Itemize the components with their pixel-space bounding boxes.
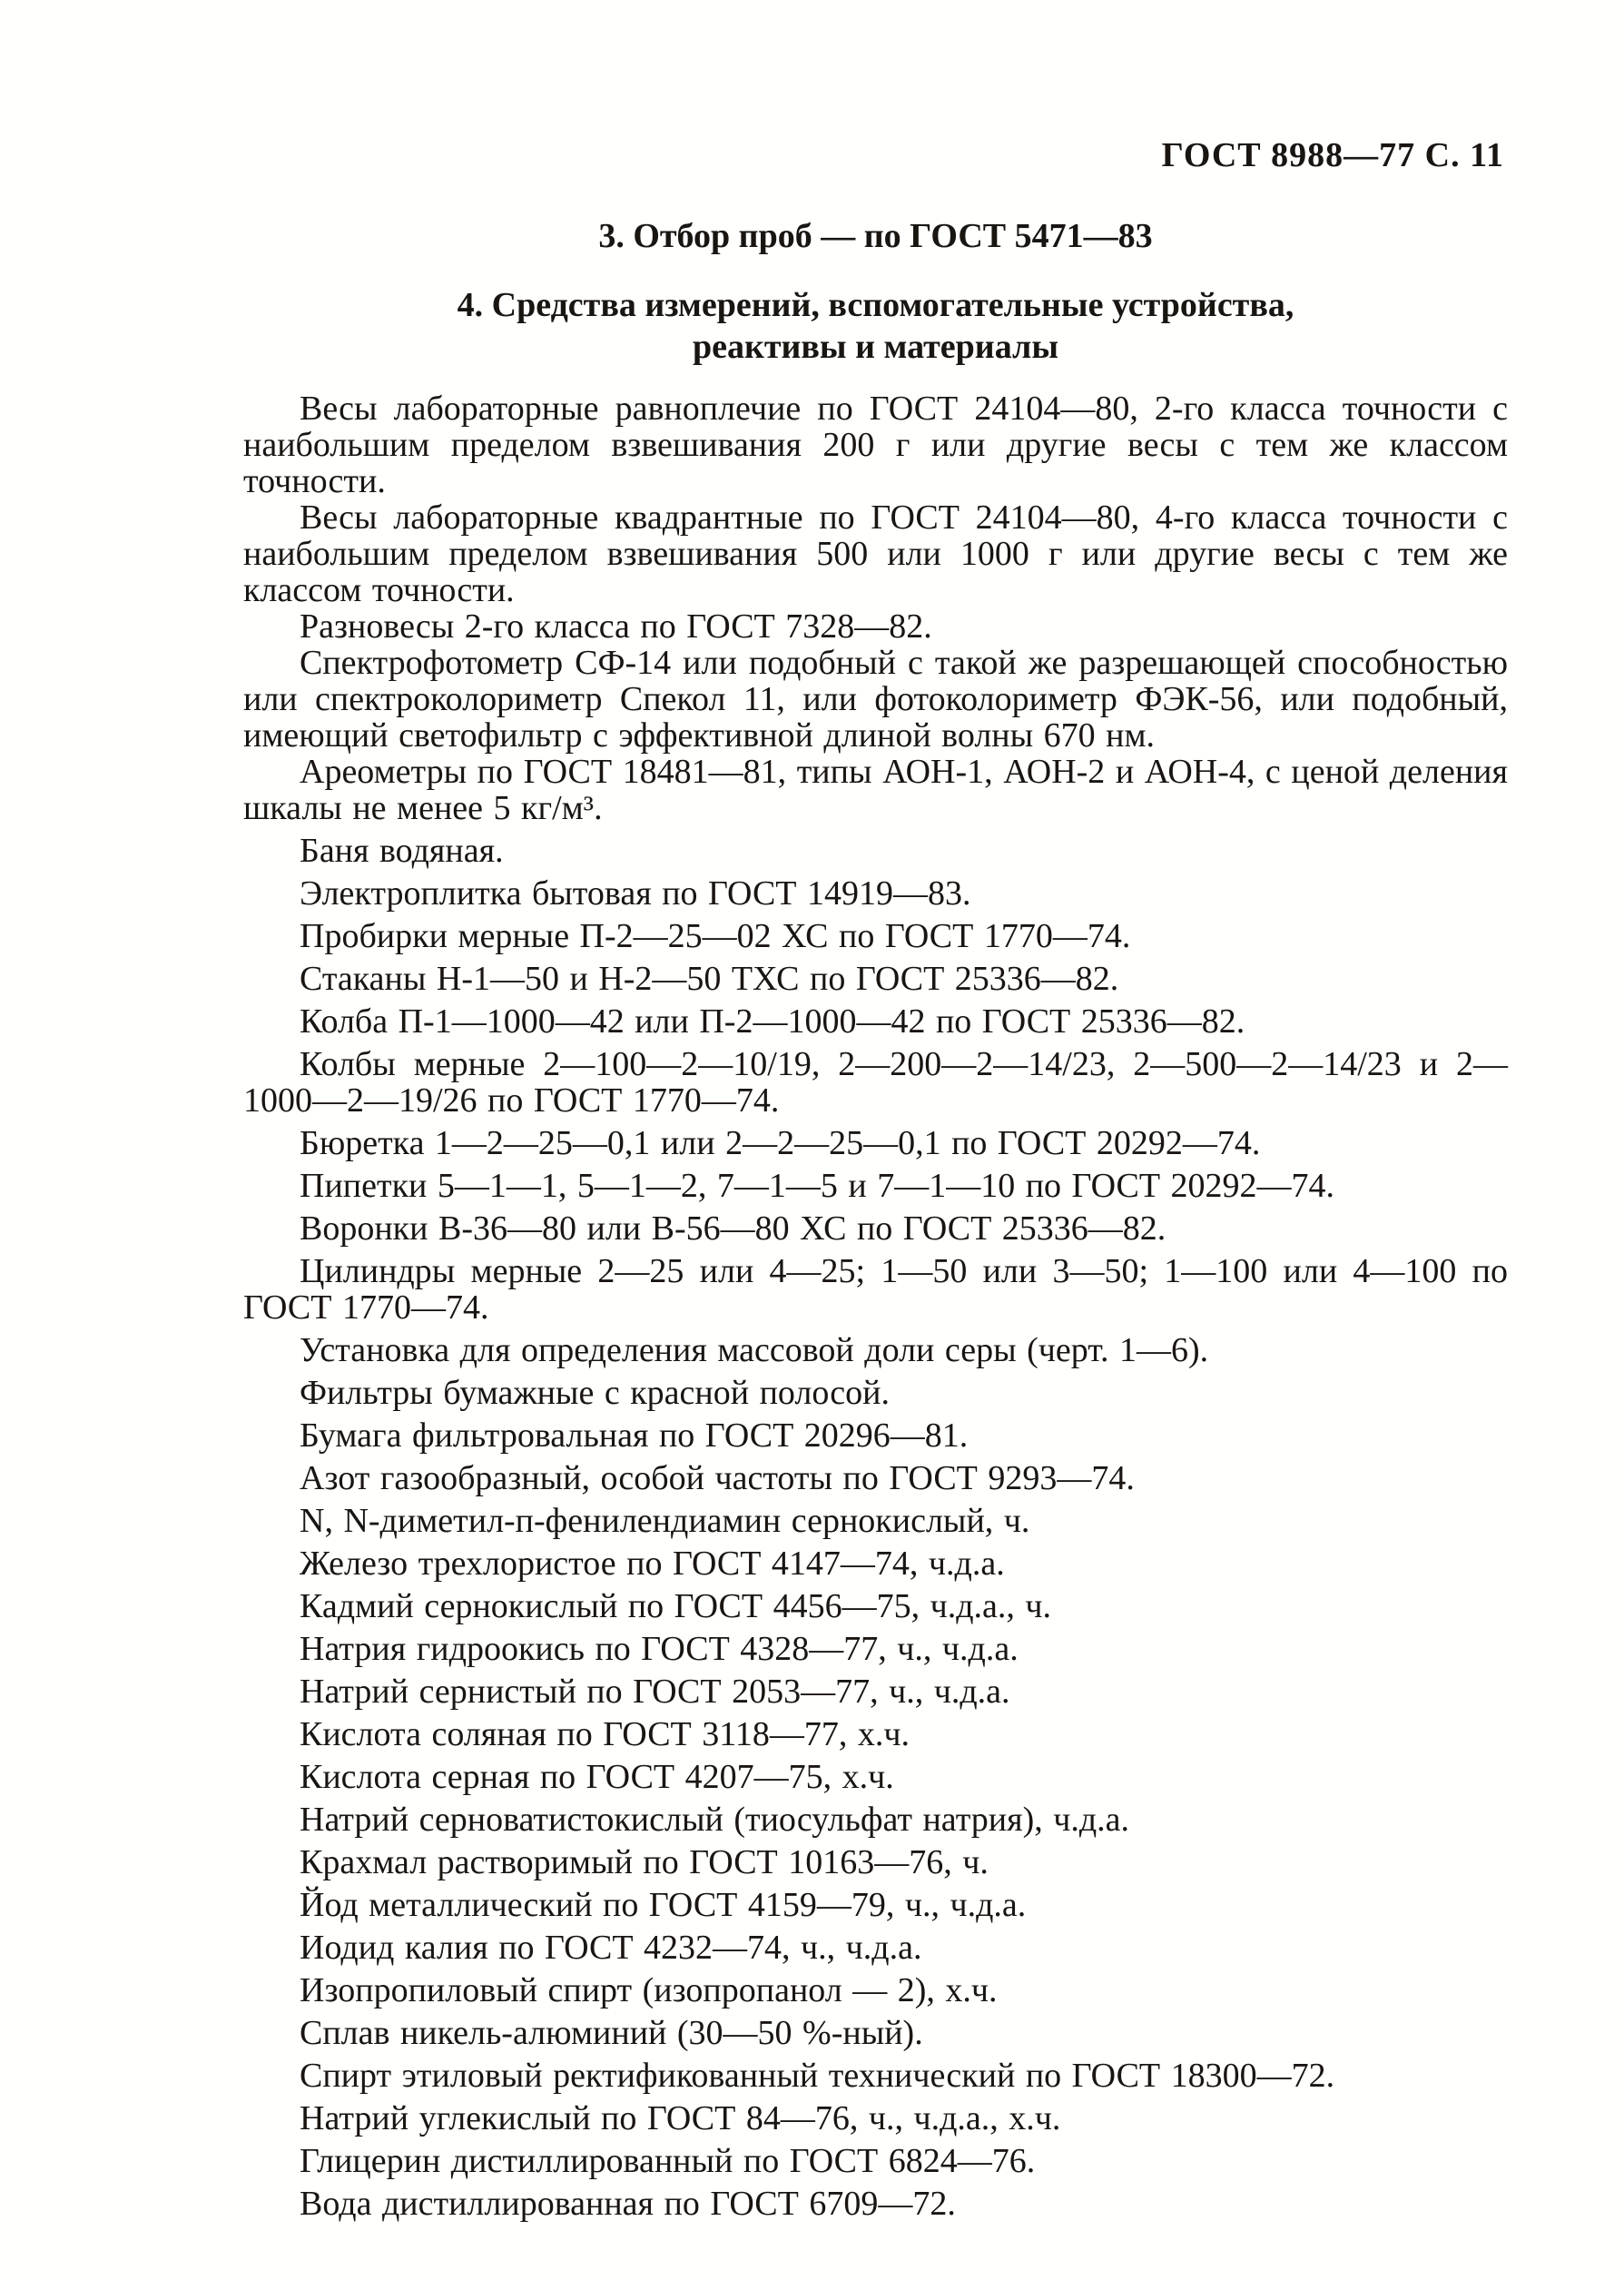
paragraph-filter-paper: Бумага фильтровальная по ГОСТ 20296—81. [300, 1416, 969, 1455]
section-4-title-line2: реактивы и материалы [692, 328, 1059, 366]
paragraph-spectrophotometer: Спектрофотометр СФ-14 или подобный с такой же разрешающей способностью или спектроколориметр Спекол 11, или фотоколориметр ФЭК-56, или подобный, имеющий светофильтр с эффективной длиной волны 670 нм. [243, 644, 1508, 755]
paragraph-potassium-iodide: Иодид калия по ГОСТ 4232—74, ч., ч.д.а. [300, 1929, 922, 1967]
paragraph-beakers: Стаканы Н-1—50 и Н-2—50 ТХС по ГОСТ 25336—82. [300, 960, 1119, 998]
paragraph-sodium-carbonate: Натрий углекислый по ГОСТ 84—76, ч., ч.д.а., х.ч. [300, 2099, 1061, 2137]
paragraph-flask: Колба П-1—1000—42 или П-2—1000—42 по ГОСТ 25336—82. [300, 1002, 1245, 1041]
paragraph-funnels: Воронки В-36—80 или В-56—80 ХС по ГОСТ 25336—82. [300, 1209, 1166, 1248]
doc-code: ГОСТ 8988—77 С. 11 [1161, 136, 1504, 174]
paragraph-filters: Фильтры бумажные с красной полосой. [300, 1374, 891, 1412]
paragraph-sodium-sulfide: Натрий сернистый по ГОСТ 2053—77, ч., ч.д.а. [300, 1673, 1010, 1711]
paragraph-iodine: Йод металлический по ГОСТ 4159—79, ч., ч.д.а. [300, 1886, 1027, 1924]
paragraph-cadmium-sulfate: Кадмий сернокислый по ГОСТ 4456—75, ч.д.а., ч. [300, 1587, 1052, 1625]
paragraph-hotplate: Электроплитка бытовая по ГОСТ 14919—83. [300, 874, 971, 913]
paragraph-nickel-aluminium-alloy: Сплав никель-алюминий (30—50 %-ный). [300, 2014, 923, 2052]
paragraph-ferric-chloride: Железо трехлористое по ГОСТ 4147—74, ч.д.а. [300, 1545, 1005, 1583]
paragraph-scales-quadrant: Весы лабораторные квадрантные по ГОСТ 24104—80, 4-го класса точности с наибольшим пределом взвешивания 500 или 1000 г или другие весы с тем же классом точности. [243, 498, 1508, 609]
paragraph-cylinders: Цилиндры мерные 2—25 или 4—25; 1—50 или 3—50; 1—100 или 4—100 по ГОСТ 1770—74. [243, 1252, 1508, 1327]
paragraph-sodium-hydroxide: Натрия гидроокись по ГОСТ 4328—77, ч., ч.д.а. [300, 1630, 1019, 1668]
paragraph-sodium-thiosulfate: Натрий серноватистокислый (тиосульфат натрия), ч.д.а. [300, 1801, 1130, 1839]
section-4-title-line1: 4. Средства измерений, вспомогательные устройства, [457, 286, 1294, 324]
paragraph-sulfuric-acid: Кислота серная по ГОСТ 4207—75, х.ч. [300, 1758, 894, 1796]
section-3-title: 3. Отбор проб — по ГОСТ 5471—83 [598, 217, 1153, 255]
paragraph-burette: Бюретка 1—2—25—0,1 или 2—2—25—0,1 по ГОСТ 20292—74. [300, 1124, 1261, 1162]
paragraph-dimethyl-phenylenediamine: N, N-диметил-п-фенилендиамин сернокислый, ч. [300, 1502, 1030, 1540]
paragraph-starch: Крахмал растворимый по ГОСТ 10163—76, ч. [300, 1843, 989, 1881]
paragraph-glycerin: Глицерин дистиллированный по ГОСТ 6824—76. [300, 2142, 1036, 2180]
paragraph-pipettes: Пипетки 5—1—1, 5—1—2, 7—1—5 и 7—1—10 по ГОСТ 20292—74. [300, 1167, 1335, 1205]
paragraph-nitrogen: Азот газообразный, особой частоты по ГОСТ 9293—74. [300, 1459, 1135, 1497]
paragraph-water-bath: Баня водяная. [300, 832, 504, 870]
paragraph-distilled-water: Вода дистиллированная по ГОСТ 6709—72. [300, 2185, 956, 2223]
paragraph-scales-equal-arm: Весы лабораторные равноплечие по ГОСТ 24104—80, 2-го класса точности с наибольшим пределом взвешивания 200 г или другие весы с тем же классом точности. [243, 390, 1508, 500]
page-header [243, 136, 1508, 174]
document-body [243, 390, 1508, 2222]
paragraph-sulfur-setup: Установка для определения массовой доли серы (черт. 1—6). [300, 1331, 1209, 1369]
paragraph-hydrochloric-acid: Кислота соляная по ГОСТ 3118—77, х.ч. [300, 1715, 910, 1753]
paragraph-volumetric-flasks: Колбы мерные 2—100—2—10/19, 2—200—2—14/23, 2—500—2—14/23 и 2—1000—2—19/26 по ГОСТ 1770—74. [243, 1045, 1508, 1120]
paragraph-isopropanol: Изопропиловый спирт (изопропанол — 2), х.ч. [300, 1971, 998, 2009]
paragraph-ethanol: Спирт этиловый ректификованный технический по ГОСТ 18300—72. [300, 2057, 1335, 2095]
paragraph-test-tubes: Пробирки мерные П-2—25—02 ХС по ГОСТ 1770—74. [300, 917, 1131, 955]
paragraph-weights: Разновесы 2-го класса по ГОСТ 7328—82. [300, 607, 932, 646]
paragraph-areometers: Ареометры по ГОСТ 18481—81, типы АОН-1, АОН-2 и АОН-4, с ценой деления шкалы не менее 5 кг/м³. [243, 753, 1508, 827]
